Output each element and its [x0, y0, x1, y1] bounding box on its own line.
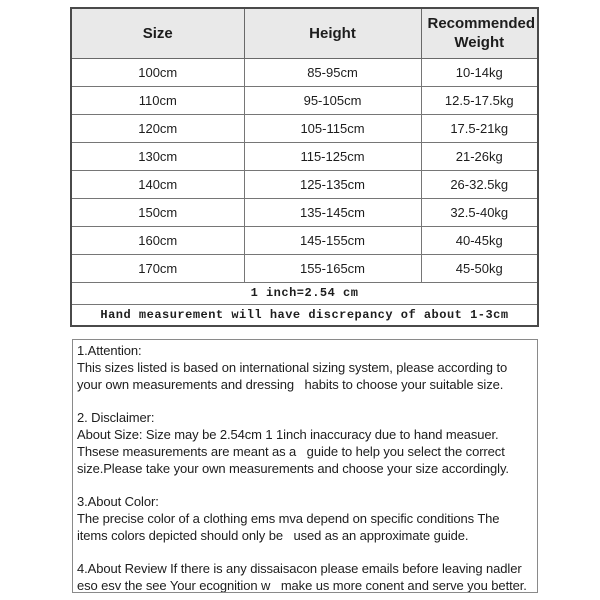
note-line: About Size: Size may be 2.54cm 1 1inch inaccuracy due to hand measuer. — [77, 427, 499, 442]
weight-cell: 26-32.5kg — [421, 170, 538, 198]
note-section-about-review — [77, 560, 534, 593]
table-row — [71, 170, 538, 198]
height-cell: 145-155cm — [244, 226, 421, 254]
note-line: items colors depicted should only be used as an approximate guide. — [77, 528, 469, 543]
col-header-weight: Recommended Weight — [421, 8, 538, 58]
size-cell: 130cm — [71, 142, 244, 170]
height-cell: 105-115cm — [244, 114, 421, 142]
size-cell: 170cm — [71, 254, 244, 282]
height-cell: 85-95cm — [244, 58, 421, 86]
hand-measurement-note: Hand measurement will have discrepancy of about 1-3cm — [71, 304, 538, 326]
table-row — [71, 58, 538, 86]
size-cell: 110cm — [71, 86, 244, 114]
size-cell: 160cm — [71, 226, 244, 254]
table-row — [71, 114, 538, 142]
size-cell: 100cm — [71, 58, 244, 86]
note-line: This sizes listed is based on international sizing system, please according to — [77, 360, 508, 375]
note-heading: 1.Attention: — [77, 343, 142, 358]
weight-cell: 45-50kg — [421, 254, 538, 282]
height-cell: 125-135cm — [244, 170, 421, 198]
weight-cell: 10-14kg — [421, 58, 538, 86]
col-header-height: Height — [244, 8, 421, 58]
note-section-attention — [77, 342, 534, 393]
table-row — [71, 142, 538, 170]
table-row — [71, 198, 538, 226]
note-line: eso esv the see Your ecognition w make us more conent and serve you better. — [77, 578, 527, 593]
size-cell: 140cm — [71, 170, 244, 198]
note-line: size.Please take your own measurements and choose your size accordingly. — [77, 461, 509, 476]
note-line: your own measurements and dressing habits to choose your suitable size. — [77, 377, 504, 392]
table-row — [71, 226, 538, 254]
weight-cell: 17.5-21kg — [421, 114, 538, 142]
note-line: 4.About Review If there is any dissaisacon please emails before leaving nadler — [77, 561, 522, 576]
note-section-about-color — [77, 493, 534, 544]
col-header-size: Size — [71, 8, 244, 58]
notes-box — [72, 339, 538, 593]
table-row — [71, 86, 538, 114]
note-line: Thsese measurements are meant as a guide to help you select the correct — [77, 444, 505, 459]
weight-cell: 40-45kg — [421, 226, 538, 254]
height-cell: 115-125cm — [244, 142, 421, 170]
hand-measurement-row — [71, 304, 538, 326]
note-line: The precise color of a clothing ems mva depend on specific conditions The — [77, 511, 500, 526]
weight-cell: 32.5-40kg — [421, 198, 538, 226]
table-row — [71, 254, 538, 282]
header-row — [71, 8, 538, 58]
height-cell: 135-145cm — [244, 198, 421, 226]
size-cell: 120cm — [71, 114, 244, 142]
weight-cell: 12.5-17.5kg — [421, 86, 538, 114]
note-heading: 2. Disclaimer: — [77, 410, 155, 425]
note-section-disclaimer — [77, 409, 534, 477]
size-chart-table — [70, 7, 539, 327]
weight-cell: 21-26kg — [421, 142, 538, 170]
size-cell: 150cm — [71, 198, 244, 226]
height-cell: 155-165cm — [244, 254, 421, 282]
inch-conversion-note: 1 inch=2.54 cm — [71, 282, 538, 304]
inch-conversion-row — [71, 282, 538, 304]
note-heading: 3.About Color: — [77, 494, 159, 509]
height-cell: 95-105cm — [244, 86, 421, 114]
